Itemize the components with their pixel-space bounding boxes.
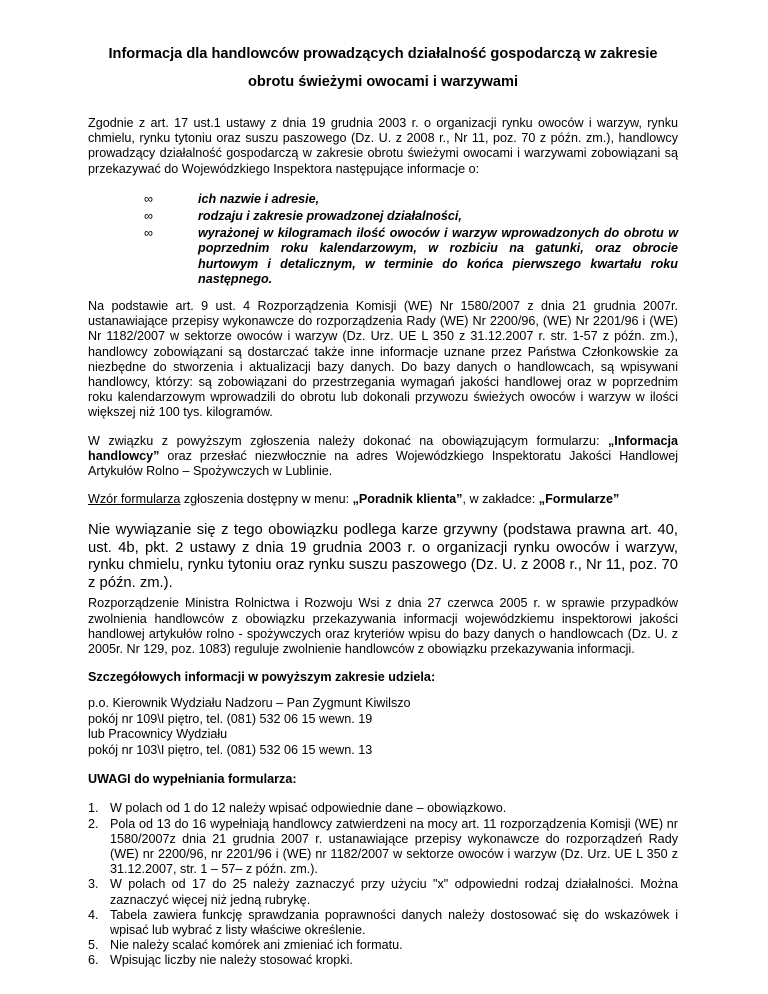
uwagi-item [88,953,678,968]
contact-line: lub Pracownicy Wydziału [88,727,228,742]
wzor-text-1: zgłoszenia dostępny w menu: [180,492,353,507]
regulation-paragraph: Na podstawie art. 9 ust. 4 Rozporządzenia Komisji (WE) Nr 1580/2007 z dnia 21 grudnia 2007r. ustanawiające przepisy wykonawcze do rozporządzenia Rady (WE) Nr 2200/96, (WE) Nr 2201/96 i (WE) Nr 1182/2007 w sektorze owoców i warzyw (Dz. Urz. UE L 350 z 31.12.2007 r. str. 1-57 z późn. zm.), handlowcy zobowiązani są dostarczać także inne informacje uznane przez Państwa Członkowskie za niezbędne do stworzenia i aktualizacji bazy danych. Do bazy danych o handlowcach, są wpisywani handlowcy, którzy: są zobowiązani do przestrzegania wymagań jakości handlowej oraz w poprzednim roku kalendarzowym wprowadzili do obrotu lub dokonali przywozu świeżych owoców i warzyw w ilości większej niż 100 tys. kilogramów. [88,299,678,420]
uwagi-item [88,938,678,953]
item-text: Wpisując liczby nie należy stosować kropki. [110,953,353,968]
bullet-item [88,209,678,224]
notice-text-2: oraz przesłać niezwłocznie na adres Wojewódzkiego Inspektoratu Jakości Handlowej Artykułów Rolno – Spożywczych w Lublinie. [88,448,678,479]
uwagi-list [88,801,678,968]
contact-line: p.o. Kierownik Wydziału Nadzoru – Pan Zygmunt Kiwilszo [88,696,411,711]
notice-text-1: W związku z powyższym zgłoszenia należy dokonać na obowiązującym formularzu: [88,433,608,448]
bullet-text: ich nazwie i adresie, [198,191,320,206]
bullet-text: wyrażonej w kilogramach ilość owoców i warzyw wprowadzonych do obrotu w poprzednim roku kalendarzowym, w rozbiciu na gatunki, oraz obrocie hurtowym i detalicznym, w terminie do końca pierwszego kwartału roku następnego. [198,226,678,286]
item-number: 4. [88,907,99,922]
document-page [88,44,678,969]
form-template-link[interactable]: Wzór formularza [88,492,181,507]
document-title [88,44,678,92]
notice-paragraph [88,434,678,480]
title-line-2: obrotu świeżymi owocami i warzywami [247,74,519,90]
contact-block [88,696,678,758]
contact-line: pokój nr 103\I piętro, tel. (081) 532 06 15 wewn. 13 [88,742,373,757]
item-text: W polach od 1 do 12 należy wpisać odpowiednie dane – obowiązkowo. [110,801,507,816]
item-text: Pola od 13 do 16 wypełniają handlowcy zatwierdzeni na mocy art. 11 rozporządzenia Komisji (WE) nr 1580/2007z dnia 21 grudnia 2007 r. ustanawiające przepisy wykonawcze do rozporządzeń Rady (WE) nr 2200/96, nr 2201/96 i (WE) nr 1182/2007 w sektorze owoców i warzyw (Dz. Urz. UE L 350 z 31.12.2007, str. 1 – 57– z późn. zm.). [110,816,678,877]
item-number: 6. [88,953,99,968]
bullet-text: rodzaju i zakresie prowadzonej działalności, [198,209,462,224]
tab-name: „Formularze” [538,492,620,507]
info-bullet-list [88,192,678,287]
uwagi-item [88,877,678,907]
uwagi-item [88,908,678,938]
uwagi-item [88,801,678,816]
item-number: 2. [88,816,99,831]
item-text: Nie należy scalać komórek ani zmieniać ich formatu. [110,938,403,953]
menu-name: „Poradnik klienta” [352,492,463,507]
form-template-paragraph [88,492,678,507]
item-number: 3. [88,877,99,892]
item-text: W polach od 17 do 25 należy zaznaczyć przy użyciu "x" odpowiedni rodzaj działalności. Można zaznaczyć więcej niż jedną rubrykę. [110,877,678,907]
item-number: 1. [88,801,99,816]
bullet-item [88,192,678,207]
bullet-symbol-icon: ∞ [144,226,153,241]
item-text: Tabela zawiera funkcję sprawdzania poprawności danych należy dostosować się do wskazówek i wpisać lub wybrać z listy właściwe określenie. [110,907,678,937]
details-heading: Szczegółowych informacji w powyższym zakresie udziela: [88,670,436,685]
exemption-paragraph: Rozporządzenie Ministra Rolnictwa i Rozwoju Wsi z dnia 27 czerwca 2005 r. w sprawie przypadków zwolnienia handlowców z obowiązku przekazywania informacji wojewódzkiemu inspektorowi jakości handlowej artykułów rolno - spożywczych oraz kryteriów wpisu do bazy danych o handlowcach (Dz. U. z 2005r. Nr 129, poz. 1083) reguluje zwolnienie handlowców z obowiązku przekazywania informacji. [88,596,678,657]
penalty-paragraph: Nie wywiązanie się z tego obowiązku podlega karze grzywny (podstawa prawna art. 40, ust. 4b, pkt. 2 ustawy z dnia 19 grudnia 2003 r. o organizacji rynku owoców i warzyw, rynku chmielu, rynku tytoniu oraz rynku suszu paszowego (Dz. U. z 2008 r., Nr 11, poz. 70 z późn. zm.). [88,522,678,591]
bullet-symbol-icon: ∞ [144,209,153,224]
item-number: 5. [88,938,99,953]
intro-paragraph: Zgodnie z art. 17 ust.1 ustawy z dnia 19 grudnia 2003 r. o organizacji rynku owoców i warzyw, rynku chmielu, rynku tytoniu oraz suszu paszowego (Dz. U. z 2008 r., Nr 11, poz. 70 z późn. zm.), handlowcy prowadzący działalność gospodarczą w zakresie obrotu świeżymi owocami i warzywami zobowiązani są przekazywać do Wojewódzkiego Inspektora następujące informacje o: [88,116,678,176]
form-name: „Informacja handlowcy” [88,433,678,463]
title-line-1: Informacja dla handlowców prowadzących działalność gospodarczą w zakresie [108,46,658,62]
bullet-item [88,226,678,287]
uwagi-heading: UWAGI do wypełniania formularza: [88,772,297,787]
wzor-text-2: , w zakładce: [462,492,539,507]
uwagi-item [88,817,678,878]
contact-line: pokój nr 109\I piętro, tel. (081) 532 06 15 wewn. 19 [88,711,373,726]
bullet-symbol-icon: ∞ [144,191,153,206]
